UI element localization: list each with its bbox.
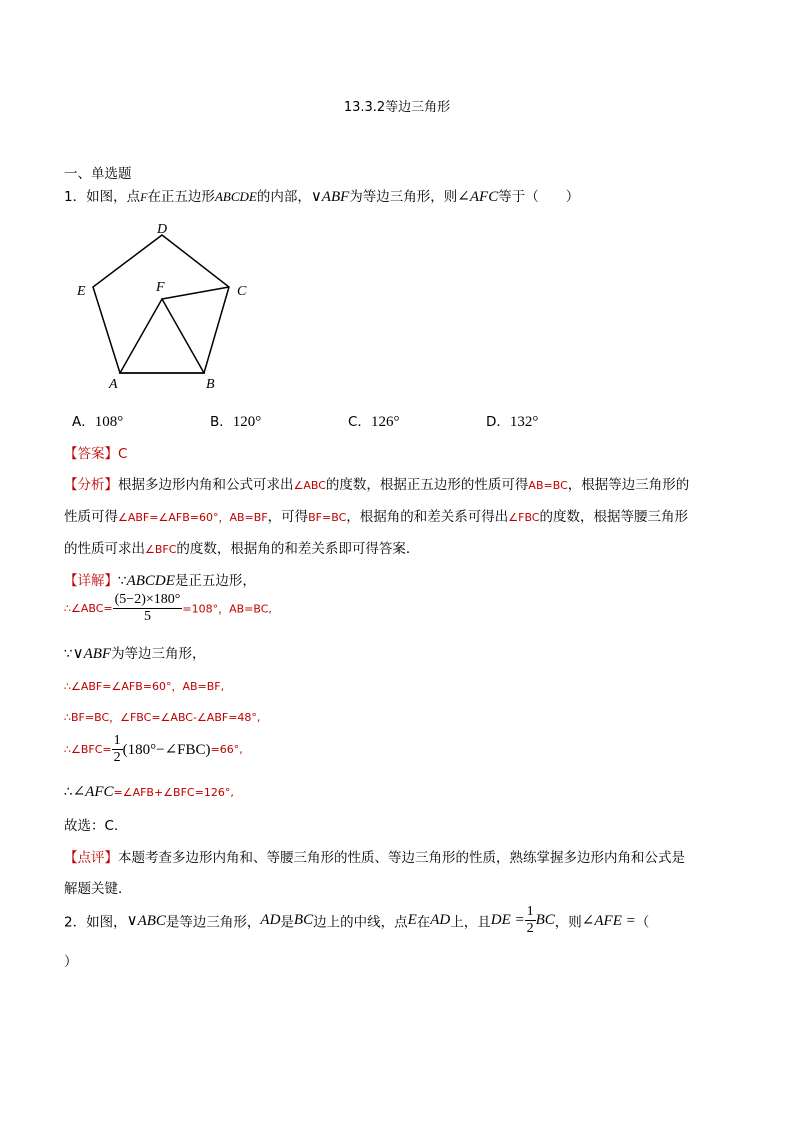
fraction-abc: $\frac{(5-2)\times 180^\circ}{5}$ [114,592,181,624]
detail-tag: 【详解】 [64,573,118,589]
analysis-tag: 【分析】 [64,477,118,493]
q1-analysis-line1: 【分析】根据多边形内角和公式可求出∠ABC的度数，根据正五边形的性质可得AB=BC，根据等边三角形的 [64,477,690,493]
q1-mid2: 的内部， [256,189,311,205]
q1-option-b[interactable]: B．120° [210,414,262,430]
q1-detail-line1: 【详解】∵ABCDE是正五边形， [64,573,256,589]
q1-comment-line1: 【点评】本题考查多边形内角和、等腰三角形的性质、等边三角形的性质，熟练掌握多边形内角和公式是 [64,850,685,866]
label-b: B [206,377,215,392]
fraction-de: $\frac{1}{2}$ [526,904,534,936]
q1-detail-line4: ∴∠ABF=∠AFB=60°，AB=BF, [64,680,225,693]
comment-tag: 【点评】 [64,850,118,866]
q1-angle: ∠AFC [457,189,499,205]
page-title: 13.3.2等边三角形 [343,100,451,115]
triangle-abf [120,299,204,373]
q1-option-a[interactable]: A．108° [72,414,124,430]
q1-option-c[interactable]: C．126° [348,414,400,430]
label-d: D [157,222,168,237]
fraction-half: $\frac{1}{2}$ [113,733,121,765]
q1-analysis-line2: 性质可得∠ABF=∠AFB=60°，AB=BF，可得BF=BC，根据角的和差关系可得出∠FBC的度数，根据等腰三角形 [64,509,688,525]
q1-analysis-line3: 的性质可求出∠BFC的度数，根据角的和差关系即可得答案． [64,541,420,557]
pentagon-figure [70,215,260,395]
pentagon-shape [93,235,229,373]
q1-detail-line2: ∴∠ABC= $\frac{(5-2)\times 180^\circ}{5}$ =108°，AB=BC, [64,592,272,624]
q2-stem: 2．如图，∨ABC是等边三角形，AD是BC边上的中线，点E在AD上，且DE = $\frac{1}{2}$ BC，则∠AFE =（ [64,904,650,936]
label-e: E [77,284,86,299]
q1-detail-line8: 故选：C. [64,818,119,834]
q1-prefix: 1．如图，点 [64,189,141,205]
q1-answer [64,442,127,462]
section-heading: 一、单选题 [64,166,132,182]
answer-value: C [118,446,128,462]
q1-point-f: F [140,190,148,204]
q2-close-paren: ） [64,954,78,970]
q1-detail-line3: ∵∨ABF为等边三角形， [64,646,206,662]
segment-fc [162,287,229,299]
q1-detail-line5: ∴BF=BC，∠FBC=∠ABC-∠ABF=48°, [64,711,261,724]
q1-mid1: 在正五边形 [147,189,215,205]
label-a: A [109,377,118,392]
q1-comment-line2: 解题关键． [64,881,132,897]
label-c: C [237,284,247,299]
q1-detail-line6: ∴∠BFC= $\frac{1}{2}$ (180°−∠FBC)=66°, [64,733,243,765]
q1-mid3: 为等边三角形，则 [349,189,458,205]
q1-triangle: ∨ABF [310,189,350,205]
q1-option-d[interactable]: D．132° [486,414,539,430]
answer-tag: 【答案】 [64,446,118,462]
q1-suffix: 等于（ ） [498,189,580,205]
q1-detail-line7: ∴∠AFC=∠AFB+∠BFC=126°, [64,784,234,800]
label-f: F [156,280,165,295]
q1-stem [64,185,579,206]
q1-pentagon: ABCDE [214,189,257,204]
